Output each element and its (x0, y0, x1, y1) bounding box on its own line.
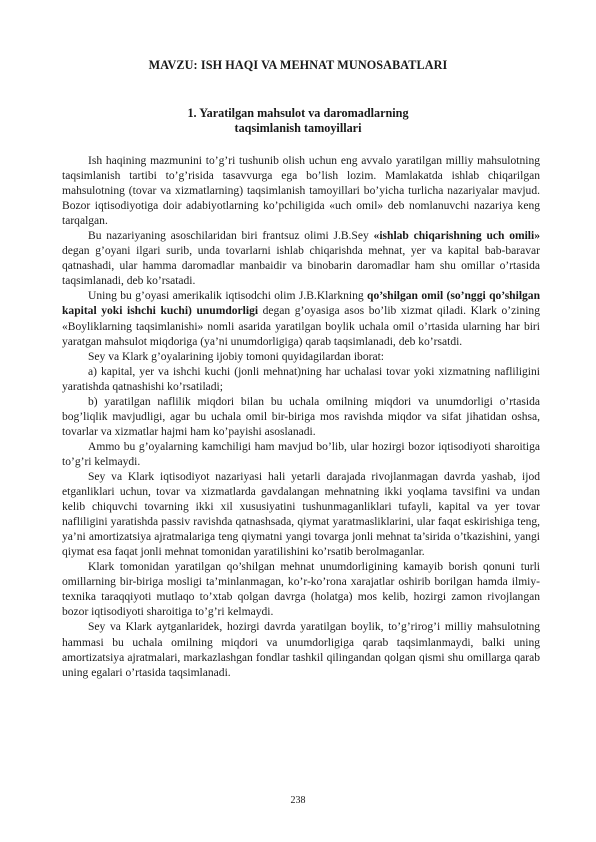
paragraph-3-emphasis: qo’shilgan omil (so’nggi qo’shilgan kapital yoki ishchi kuchi) unumdorligi (62, 290, 540, 318)
paragraph-3 (62, 289, 540, 349)
body-text (62, 154, 540, 681)
section-title (60, 106, 536, 136)
paragraph-2-text-c: degan g’oyani ilgari surib, unda tovarlarni ishlab chiqarishda mehnat, yer va kapital bab-baravar qatnashadi, ular hamma daromadlar manbaidir va binobarin daromadlar ham shu omillar o’rtasida taqsimlanadi, deb ko’rsatadi. (62, 245, 540, 288)
paragraph-3-text-c: degan g’oyasiga asos bo’lib xizmat qiladi. Klark o’zining «Boyliklarning taqsimlanishi» nomli asarida yaratilgan boylik uchala omil o’rtasida ularning har biri yaratgan mahsulot miqdoriga (ya’ni unumdorligiga) qarab taqsimlanadi, deb ko’rsatdi. (62, 305, 540, 348)
paragraph-4: Sey va Klark g’oyalarining ijobiy tomoni quyidagilardan iborat: (88, 350, 384, 363)
page-number: 238 (290, 795, 306, 806)
section-title-line-1: 1. Yaratilgan mahsulot va daromadlarning (187, 106, 409, 120)
list-item-a: a) kapital, yer va ishchi kuchi (jonli mehnat)ning har uchalasi tovar yoki xizmatning nafliligini yaratishda qatnashishi ko’rsatiladi; (62, 365, 540, 393)
paragraph-10: Sey va Klark aytganlaridek, hozirgi davrda yaratilgan boylik, to’g’rirog’i milliy mahsulotning hammasi bu uchala omilning miqdori va unumdorligiga qarab taqsimlanmaydi, balki uning amortizatsiya ajratmalari, markazlashgan fondlar tashkil qilingandan qolgan qismi shu omillarga qarab uning egalari o’rtasida taqsimlanadi. (62, 621, 540, 679)
paragraph-2 (62, 229, 540, 289)
paragraph-1: Ish haqining mazmunini to’g’ri tushunib olish uchun eng avvalo yaratilgan milliy mahsulotning taqsimlanish tartibi to’g’risida tasavvurga ega bo’lish lozim. Mamlakatda ishlab chiqarilgan mahsulotning (tovar va xizmatlarning) taqsimlanish tamoyillari bo’yicha turlicha nazariyalar mavjud. Bozor iqtisodiyotiga doir adabiyotlarning ko’pchiligida «uch omil» deb nomlanuvchi nazariya keng tarqalgan. (62, 155, 540, 228)
paragraph-9: Klark tomonidan yaratilgan qo’shilgan mehnat unumdorligining kamayib borish qonuni turli omillarning bir-biriga mosligi ta’minlanmagan, ko’r-ko’rona xarajatlar oshirib borilgan hamda ilmiy-texnika taraqqiyoti mutlaqo to’xtab qolgan davrga (holatga) mos kelib, hozirgi zamon rivojlangan bozor iqtisodiyoti sharoitiga to’g’ri kelmaydi. (62, 561, 540, 619)
paragraph-7: Ammo bu g’oyalarning kamchiligi ham mavjud bo’lib, ular hozirgi bozor iqtisodiyoti sharoitiga to’g’ri kelmaydi. (62, 440, 540, 468)
list-item-b: b) yaratilgan naflilik miqdori bilan bu uchala omilning miqdori va unumdorligi o’rtasida bog’liqlik mavjudligi, agar bu uchala omil bir-biriga mos ravishda miqdor va sifat jihatidan oshsa, tovarlar va xizmatlar hajmi ham ko’payishi asoslanadi. (62, 395, 540, 438)
paragraph-8: Sey va Klark iqtisodiyot nazariyasi hali yetarli darajada rivojlanmagan davrda yashab, ijod etganliklari uchun, tovar va xizmatlarda gavdalangan mehnatning ikki yoqlama tavsifini va undan kelib chiquvchi tovarning ikki xil xususiyatini tushunmaganliklari tufayli, kapital va yer tovar nafliligini yaratishda passiv ravishda qatnashsada, qiymat yaratmasliklarini, ular faqat eskirishiga teng, ya’ni amortizatsiya ajratmalariga teng qiymatni yangi tovarga jonli mehnat ta’sirida o’tkazishini, yangi qiymat esa faqat jonli mehnat tomonidan yaratilishini ko’rsatib berolmaganlar. (62, 470, 540, 559)
paragraph-3-text-a: Uning bu g’oyasi amerikalik iqtisodchi olim J.B.Klarkning (88, 290, 368, 303)
topic-heading: MAVZU: ISH HAQI VA MEHNAT MUNOSABATLARI (148, 58, 448, 72)
section-title-line-2: taqsimlanish tamoyillari (234, 121, 362, 135)
paragraph-2-text-a: Bu nazariyaning asoschilaridan biri frantsuz olimi J.B.Sey (88, 230, 374, 243)
paragraph-2-emphasis: «ishlab chiqarishning uch omili» (373, 230, 540, 243)
